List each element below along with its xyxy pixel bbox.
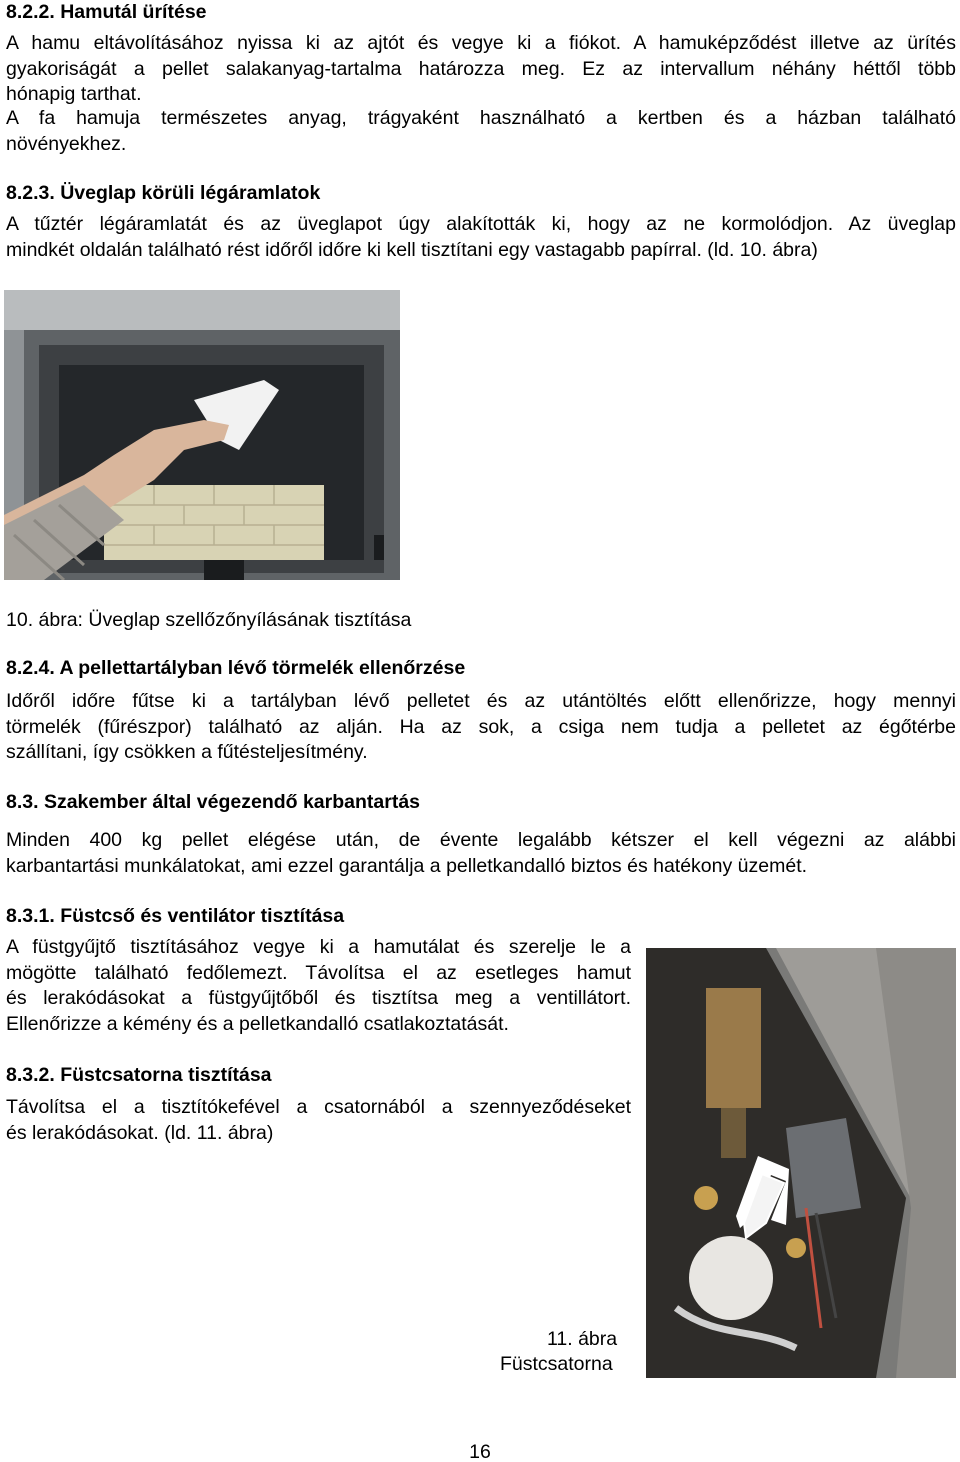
paragraph-83-maintenance (6, 828, 956, 879)
text-line: A tűztér légáramlatát és az üveglapot úgy alakították ki, hogy az ne kormolódjon. Az üveglap (6, 213, 956, 235)
text-line: gyakoriságát a pellet salakanyag-tartalma határozza meg. Ez az intervallum néhány héttől több (6, 57, 956, 80)
text-line: szállítani, így csökken a fűtésteljesítmény. (6, 741, 368, 763)
section-heading-824: 8.2.4. A pellettartályban lévő törmelék ellenőrzése (6, 657, 466, 679)
section-heading-823: 8.2.3. Üveglap körüli légáramlatok (6, 182, 321, 204)
glass-cleaning-illustration (4, 290, 400, 580)
text-line: mögötte található fedőlemezt. Távolítsa el az esetleges hamut (6, 961, 631, 984)
paragraph-822-ash-removal (6, 31, 956, 108)
text-line: törmelék (fűrészpor) található az alján. Ha az sok, a csiga nem tudja a pelletet az égőtérbe (6, 715, 956, 738)
figure-10-glass-cleaning-photo (4, 290, 400, 580)
section-heading-832: 8.3.2. Füstcsatorna tisztítása (6, 1064, 272, 1086)
page-number: 16 (469, 1441, 491, 1462)
section-heading-822: 8.2.2. Hamutál ürítése (6, 1, 207, 23)
text-line: és lerakódásokat. (ld. 11. ábra) (6, 1121, 274, 1144)
text-line: Minden 400 kg pellet elégése után, de évente legalább kétszer el kell végezni az alábbi (6, 829, 956, 851)
text-line: karbantartási munkálatokat, ami ezzel garantálja a pelletkandalló biztos és hatékony üzemét. (6, 854, 808, 877)
paragraph-832-flue-channel (6, 1095, 631, 1146)
figure-11-caption-line1: 11. ábra (547, 1328, 618, 1350)
text-line: A hamu eltávolításához nyissa ki az ajtót és vegye ki a fiókot. A hamuképződést illetve az ürítés (6, 32, 956, 54)
section-heading-831: 8.3.1. Füstcső és ventilátor tisztítása (6, 905, 345, 927)
text-line: A füstgyűjtő tisztításához vegye ki a hamutálat és szerelje le a (6, 936, 631, 958)
text-line: Távolítsa el a tisztítókefével a csatornából a szennyeződéseket (6, 1096, 631, 1118)
paragraph-822-wood-ash (6, 106, 956, 157)
section-heading-83: 8.3. Szakember által végezendő karbantartás (6, 791, 421, 813)
text-line: növényekhez. (6, 132, 127, 155)
paragraph-823-airflow (6, 212, 956, 263)
text-line: hónapig tarthat. (6, 83, 142, 105)
text-line: Ellenőrizze a kémény és a pelletkandalló csatlakoztatását. (6, 1012, 509, 1035)
flue-channel-illustration (646, 948, 956, 1378)
text-line: Időről időre fűtse ki a tartályban lévő pelletet és az utántöltés előtt ellenőrizze, hogy mennyi (6, 690, 956, 712)
figure-11-flue-channel-photo (646, 948, 956, 1378)
text-line: és lerakódásokat a füstgyűjtőből és tisztítsa meg a ventillátort. (6, 987, 631, 1009)
text-line: A fa hamuja természetes anyag, trágyaként használható a kertben és a házban található (6, 107, 956, 129)
text-line: mindkét oldalán található rést időről időre ki kell tisztítani egy vastagabb papírral. (ld. 10. ábra) (6, 238, 818, 261)
paragraph-824-debris (6, 689, 956, 766)
paragraph-831-flue-fan (6, 935, 631, 1037)
figure-11-caption-line2: Füstcsatorna (500, 1353, 613, 1375)
figure-10-caption: 10. ábra: Üveglap szellőzőnyílásának tisztítása (6, 609, 412, 631)
